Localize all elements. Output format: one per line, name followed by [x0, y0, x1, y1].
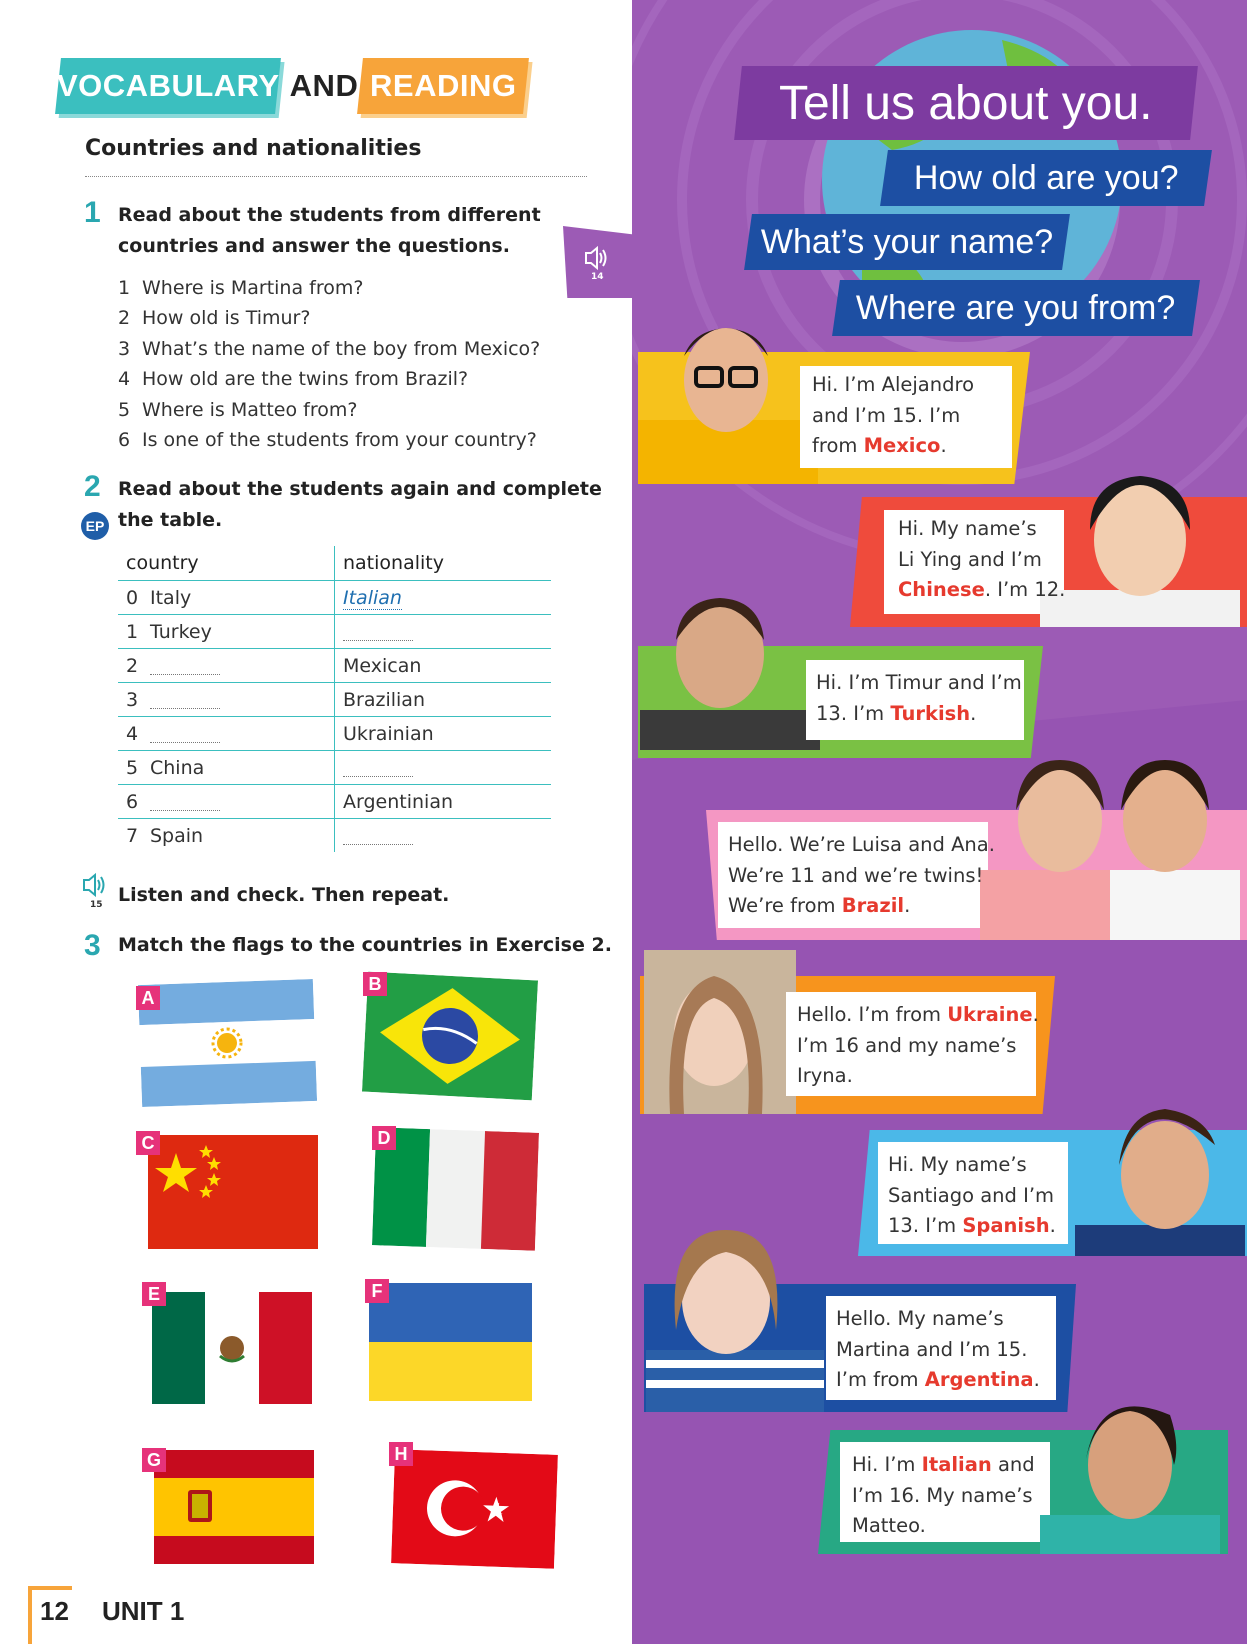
blank-field[interactable]	[150, 658, 220, 675]
speech-text: Hi. My name’s Santiago and I’m 13. I’m Spanish.	[888, 1153, 1056, 1237]
person-photo	[646, 1200, 824, 1412]
flag-label: B	[363, 972, 387, 996]
table-row	[118, 615, 551, 649]
nationality-word: Brazil	[841, 894, 905, 917]
row-number: 4	[126, 722, 139, 745]
flag-label: G	[142, 1448, 166, 1472]
speaker-icon[interactable]	[82, 871, 108, 899]
question-number: 4	[118, 368, 131, 391]
row-number: 0	[126, 586, 139, 609]
audio-track-number: 15	[90, 900, 103, 910]
unit-label: UNIT 1	[102, 1596, 185, 1626]
question-number: 6	[118, 429, 131, 452]
question-item	[118, 395, 540, 425]
nationality-word: Italian	[921, 1453, 992, 1476]
flag-mexico[interactable]	[147, 1283, 312, 1408]
question-number: 3	[118, 337, 131, 360]
flag-label: H	[389, 1442, 413, 1466]
argentina-flag-image	[138, 979, 317, 1107]
person-photo	[638, 300, 818, 484]
turkey-flag-image	[391, 1449, 558, 1569]
row-number: 7	[126, 824, 139, 847]
flag-brazil[interactable]	[365, 973, 535, 1100]
panel-title	[734, 66, 1198, 140]
nationality-word: Turkish	[890, 701, 971, 725]
flag-spain[interactable]	[146, 1449, 314, 1568]
country-cell: China	[150, 756, 205, 779]
italy-flag-image	[372, 1127, 539, 1251]
question-text: Where is Matteo from?	[142, 398, 358, 421]
table-row	[118, 581, 551, 615]
blank-field[interactable]	[150, 726, 220, 743]
person-photo	[1040, 450, 1240, 627]
question-banner-age	[880, 150, 1212, 206]
speaker-icon[interactable]	[584, 244, 610, 272]
blank-field[interactable]	[343, 624, 413, 641]
person-photo	[980, 720, 1240, 940]
question-text: What’s the name of the boy from Mexico?	[142, 337, 541, 360]
flag-label: A	[136, 986, 160, 1010]
question-banner-text: How old are you?	[913, 158, 1179, 197]
nationality-word: Chinese	[898, 578, 985, 601]
table-row	[118, 683, 551, 717]
country-cell: Italy	[150, 586, 192, 609]
page-subtitle: Countries and nationalities	[85, 136, 422, 161]
row-number: 1	[126, 620, 139, 643]
question-item	[118, 303, 540, 333]
exercise-2-number: 2	[84, 470, 101, 503]
exercise-1-line-2: countries and answer the questions.	[118, 235, 510, 257]
speech-text: Hi. My name’s Li Ying and I’m Chinese. I’m 12.	[898, 517, 1066, 601]
nationality-word: Argentina	[924, 1368, 1034, 1391]
question-item	[118, 425, 540, 455]
nationality-cell: Ukrainian	[335, 717, 552, 751]
listen-instruction: Listen and check. Then repeat.	[118, 884, 450, 906]
mexico-flag-image	[152, 1292, 312, 1404]
china-flag-image	[148, 1135, 318, 1249]
blank-field[interactable]	[343, 828, 413, 845]
page-number: 12	[40, 1596, 69, 1626]
question-item	[118, 273, 540, 303]
panel-title-text: Tell us about you.	[779, 76, 1153, 130]
nationality-word: Spanish	[962, 1214, 1050, 1237]
country-header: country	[118, 546, 335, 581]
speech-text: Hi. I’m Italian and I’m 16. My name’s Matteo.	[852, 1453, 1035, 1537]
brazil-flag-image	[362, 972, 538, 1101]
flag-italy[interactable]	[374, 1127, 537, 1252]
speech-text: Hello. I’m from Ukraine. I’m 16 and my name’s Iryna.	[797, 1003, 1039, 1087]
person-photo	[1075, 1085, 1245, 1256]
vocabulary-banner	[55, 58, 281, 114]
table-row	[118, 649, 551, 683]
and-label: AND	[289, 68, 359, 103]
blank-field[interactable]	[150, 794, 220, 811]
footer-accent-top	[28, 1586, 72, 1590]
question-banner-text: What’s your name?	[760, 222, 1054, 261]
question-text: Where is Martina from?	[142, 277, 364, 299]
person-photo	[1040, 1375, 1220, 1554]
table-row	[118, 785, 551, 819]
nationality-word: Mexico	[863, 434, 941, 457]
exercise-3-number: 3	[84, 929, 101, 962]
speech-text: Hi. I’m Alejandro and I’m 15. I’m from Mexico.	[812, 373, 974, 457]
country-cell: Spain	[150, 824, 204, 847]
question-list	[118, 273, 540, 455]
exercise-1-number: 1	[84, 196, 101, 229]
exercise-1-line-1: Read about the students from different	[118, 204, 541, 226]
person-photo	[644, 950, 796, 1114]
row-number: 3	[126, 688, 139, 711]
question-number: 1	[118, 277, 131, 299]
spain-flag-image	[154, 1450, 314, 1564]
flag-label: D	[372, 1126, 396, 1150]
nationality-cell: Argentinian	[335, 785, 552, 819]
question-number: 2	[118, 307, 131, 330]
audio-track-number: 14	[591, 272, 604, 282]
question-text: How old are the twins from Brazil?	[142, 368, 469, 391]
exercise-2-instruction	[118, 474, 602, 536]
nationality-word: Ukraine	[947, 1003, 1033, 1026]
flag-ukraine[interactable]	[369, 1280, 532, 1405]
speech-text: Hi. I’m Timur and I’m 13. I’m Turkish.	[816, 671, 1022, 725]
subtitle-divider	[85, 176, 587, 177]
table-row	[118, 717, 551, 751]
nationality-table	[118, 546, 551, 852]
question-banner-from	[832, 280, 1200, 336]
exercise-2-line-1: Read about the students again and complete	[118, 478, 602, 500]
question-banner-text: Where are you from?	[856, 288, 1176, 327]
ep-badge[interactable]: EP	[81, 512, 109, 540]
ukraine-flag-image	[369, 1283, 532, 1401]
reading-banner	[357, 58, 529, 114]
flag-label: E	[142, 1282, 166, 1306]
flag-label: C	[136, 1131, 160, 1155]
exercise-2-line-2: the table.	[118, 509, 223, 531]
flag-turkey[interactable]	[393, 1443, 556, 1570]
speech-text: Hello. We’re Luisa and Ana. We’re 11 and we’re twins! We’re from Brazil.	[728, 833, 995, 917]
country-cell: Turkey	[150, 620, 212, 643]
reading-label: READING	[369, 68, 517, 103]
blank-field[interactable]	[343, 760, 413, 777]
question-banner-name	[744, 214, 1070, 270]
question-number: 5	[118, 398, 131, 421]
table-header-row	[118, 546, 551, 581]
flag-argentina[interactable]	[140, 982, 315, 1108]
example-answer: Italian	[343, 586, 402, 609]
question-item	[118, 364, 540, 394]
flag-label: F	[365, 1279, 389, 1303]
exercise-3-instruction: Match the flags to the countries in Exercise 2.	[118, 934, 612, 956]
question-text: Is one of the students from your country?	[142, 429, 537, 452]
nationality-header: nationality	[335, 546, 552, 581]
question-item	[118, 334, 540, 364]
table-row	[118, 819, 551, 853]
blank-field[interactable]	[150, 692, 220, 709]
row-number: 2	[126, 654, 139, 677]
row-number: 5	[126, 756, 139, 779]
nationality-cell: Brazilian	[335, 683, 552, 717]
vocabulary-label: VOCABULARY	[56, 68, 280, 103]
footer-accent	[28, 1586, 32, 1644]
speech-text: Hello. My name’s Martina and I’m 15. I’m from Argentina.	[836, 1307, 1040, 1391]
flag-china[interactable]	[141, 1132, 318, 1253]
exercise-1-instruction	[118, 200, 541, 262]
nationality-cell: Mexican	[335, 649, 552, 683]
table-row	[118, 751, 551, 785]
person-photo	[640, 570, 820, 750]
row-number: 6	[126, 790, 139, 813]
question-text: How old is Timur?	[142, 307, 311, 330]
